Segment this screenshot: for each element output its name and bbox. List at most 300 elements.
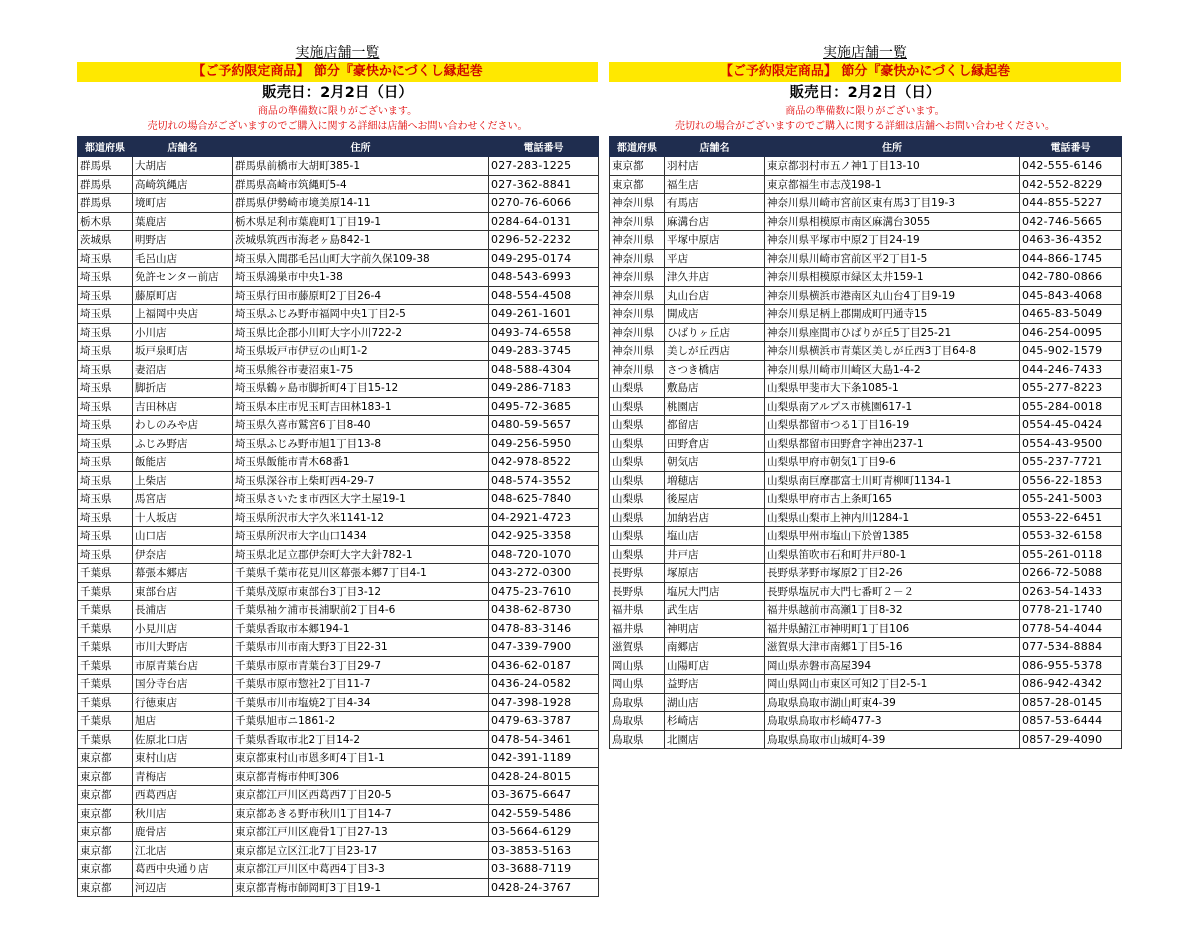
cell-store-name: 市川大野店 xyxy=(133,638,233,657)
cell-store-name: 増穂店 xyxy=(665,471,765,490)
cell-address: 群馬県伊勢崎市境美原14-11 xyxy=(233,194,489,213)
cell-address: 神奈川県横浜市青葉区美しが丘西3丁目64-8 xyxy=(765,342,1020,361)
cell-prefecture: 千葉県 xyxy=(78,619,133,638)
cell-phone: 048-720-1070 xyxy=(489,545,599,564)
cell-address: 埼玉県飯能市青木68番1 xyxy=(233,453,489,472)
cell-address: 千葉県袖ケ浦市長浦駅前2丁目4-6 xyxy=(233,601,489,620)
store-list-panel-left xyxy=(77,44,598,897)
store-table xyxy=(609,136,1122,749)
cell-prefecture: 山梨県 xyxy=(610,397,665,416)
cell-phone: 049-286-7183 xyxy=(489,379,599,398)
cell-store-name: 湖山店 xyxy=(665,693,765,712)
cell-prefecture: 神奈川県 xyxy=(610,323,665,342)
table-row xyxy=(78,638,599,657)
cell-store-name: 後屋店 xyxy=(665,490,765,509)
cell-store-name: 南郷店 xyxy=(665,638,765,657)
cell-phone: 055-277-8223 xyxy=(1020,379,1122,398)
table-row xyxy=(78,268,599,287)
cell-address: 埼玉県本庄市児玉町吉田林183-1 xyxy=(233,397,489,416)
cell-store-name: 飯能店 xyxy=(133,453,233,472)
cell-store-name: 塩尻大門店 xyxy=(665,582,765,601)
cell-store-name: 小見川店 xyxy=(133,619,233,638)
cell-store-name: 都留店 xyxy=(665,416,765,435)
cell-address: 鳥取県鳥取市湖山町東4-39 xyxy=(765,693,1020,712)
cell-address: 埼玉県所沢市大字山口1434 xyxy=(233,527,489,546)
table-row xyxy=(78,693,599,712)
cell-address: 山梨県甲府市古上条町165 xyxy=(765,490,1020,509)
sale-date: 販売日：2月2日（日） xyxy=(789,85,941,101)
store-table-body xyxy=(78,157,599,897)
col-header-store: 店舗名 xyxy=(133,137,233,157)
cell-address: 群馬県高崎市筑縄町5-4 xyxy=(233,175,489,194)
cell-address: 千葉県香取市本郷194-1 xyxy=(233,619,489,638)
cell-prefecture: 埼玉県 xyxy=(78,268,133,287)
page-title: 実施店舗一覧 xyxy=(823,45,907,61)
cell-store-name: 河辺店 xyxy=(133,878,233,897)
cell-address: 鳥取県鳥取市山城町4-39 xyxy=(765,730,1020,749)
cell-address: 山梨県甲府市朝気1丁目9-6 xyxy=(765,453,1020,472)
cell-prefecture: 岡山県 xyxy=(610,656,665,675)
cell-address: 千葉県市川市南大野3丁目22-31 xyxy=(233,638,489,657)
cell-store-name: 津久井店 xyxy=(665,268,765,287)
table-row xyxy=(78,675,599,694)
notice-line-2: 売切れの場合がございますのでご購入に関する詳細は店舗へお問い合わせください。 xyxy=(147,121,528,132)
cell-prefecture: 埼玉県 xyxy=(78,305,133,324)
cell-address: 埼玉県さいたま市西区大字土屋19-1 xyxy=(233,490,489,509)
cell-phone: 0436-24-0582 xyxy=(489,675,599,694)
cell-prefecture: 神奈川県 xyxy=(610,305,665,324)
table-row xyxy=(78,323,599,342)
cell-phone: 0296-52-2232 xyxy=(489,231,599,250)
cell-store-name: 美しが丘西店 xyxy=(665,342,765,361)
cell-prefecture: 東京都 xyxy=(78,878,133,897)
cell-store-name: 杉崎店 xyxy=(665,712,765,731)
cell-address: 千葉県市原市青葉台3丁目29-7 xyxy=(233,656,489,675)
cell-store-name: 国分寺台店 xyxy=(133,675,233,694)
cell-store-name: 行徳東店 xyxy=(133,693,233,712)
product-banner xyxy=(609,62,1121,82)
cell-prefecture: 東京都 xyxy=(610,175,665,194)
table-row xyxy=(610,157,1122,176)
table-row xyxy=(78,434,599,453)
cell-phone: 03-3688-7119 xyxy=(489,860,599,879)
page-title: 実施店舗一覧 xyxy=(295,45,380,61)
cell-phone: 0556-22-1853 xyxy=(1020,471,1122,490)
table-row xyxy=(610,268,1122,287)
table-row xyxy=(78,656,599,675)
cell-prefecture: 埼玉県 xyxy=(78,453,133,472)
table-row xyxy=(610,638,1122,657)
table-row xyxy=(610,175,1122,194)
cell-address: 東京都青梅市師岡町3丁目19-1 xyxy=(233,878,489,897)
cell-prefecture: 神奈川県 xyxy=(610,268,665,287)
cell-store-name: 有馬店 xyxy=(665,194,765,213)
table-row xyxy=(78,823,599,842)
cell-store-name: 加納岩店 xyxy=(665,508,765,527)
cell-store-name: 上柴店 xyxy=(133,471,233,490)
cell-prefecture: 群馬県 xyxy=(78,194,133,213)
cell-phone: 047-339-7900 xyxy=(489,638,599,657)
table-row xyxy=(610,379,1122,398)
cell-address: 山梨県南アルプス市桃園617-1 xyxy=(765,397,1020,416)
table-row xyxy=(610,730,1122,749)
cell-address: 山梨県甲斐市大下条1085-1 xyxy=(765,379,1020,398)
cell-phone: 03-3853-5163 xyxy=(489,841,599,860)
cell-address: 埼玉県ふじみ野市福岡中央1丁目2-5 xyxy=(233,305,489,324)
cell-store-name: 市原青葉台店 xyxy=(133,656,233,675)
table-row xyxy=(610,194,1122,213)
cell-address: 東京都福生市志茂198-1 xyxy=(765,175,1020,194)
cell-prefecture: 滋賀県 xyxy=(610,638,665,657)
cell-store-name: 上福岡中央店 xyxy=(133,305,233,324)
cell-phone: 0438-62-8730 xyxy=(489,601,599,620)
cell-store-name: 藤原町店 xyxy=(133,286,233,305)
cell-prefecture: 東京都 xyxy=(78,841,133,860)
table-row xyxy=(78,545,599,564)
table-row xyxy=(610,693,1122,712)
cell-address: 埼玉県所沢市大字久米1141-12 xyxy=(233,508,489,527)
banner-product: 節分『豪快かにづくし縁起巻 xyxy=(313,64,483,79)
cell-prefecture: 埼玉県 xyxy=(78,397,133,416)
cell-store-name: 免許センター前店 xyxy=(133,268,233,287)
cell-phone: 045-843-4068 xyxy=(1020,286,1122,305)
cell-phone: 0478-54-3461 xyxy=(489,730,599,749)
cell-phone: 055-237-7721 xyxy=(1020,453,1122,472)
table-row xyxy=(78,416,599,435)
cell-prefecture: 千葉県 xyxy=(78,712,133,731)
cell-store-name: 益野店 xyxy=(665,675,765,694)
cell-store-name: 北園店 xyxy=(665,730,765,749)
cell-address: 埼玉県入間郡毛呂山町大字前久保109-38 xyxy=(233,249,489,268)
cell-phone: 047-398-1928 xyxy=(489,693,599,712)
cell-phone: 042-746-5665 xyxy=(1020,212,1122,231)
cell-address: 山梨県甲州市塩山下於曽1385 xyxy=(765,527,1020,546)
table-row xyxy=(610,601,1122,620)
table-row xyxy=(78,527,599,546)
cell-phone: 0478-83-3146 xyxy=(489,619,599,638)
cell-prefecture: 神奈川県 xyxy=(610,286,665,305)
cell-store-name: 山陽町店 xyxy=(665,656,765,675)
cell-phone: 046-254-0095 xyxy=(1020,323,1122,342)
cell-store-name: 坂戸泉町店 xyxy=(133,342,233,361)
cell-prefecture: 神奈川県 xyxy=(610,212,665,231)
cell-store-name: 朝気店 xyxy=(665,453,765,472)
cell-phone: 027-283-1225 xyxy=(489,157,599,176)
cell-phone: 055-261-0118 xyxy=(1020,545,1122,564)
cell-prefecture: 栃木県 xyxy=(78,212,133,231)
table-row xyxy=(78,860,599,879)
table-row xyxy=(78,490,599,509)
cell-store-name: 塩山店 xyxy=(665,527,765,546)
cell-phone: 0270-76-6066 xyxy=(489,194,599,213)
cell-phone: 048-588-4304 xyxy=(489,360,599,379)
cell-prefecture: 埼玉県 xyxy=(78,286,133,305)
table-row xyxy=(610,305,1122,324)
cell-address: 神奈川県平塚市中原2丁目24-19 xyxy=(765,231,1020,250)
table-row xyxy=(78,305,599,324)
cell-prefecture: 埼玉県 xyxy=(78,545,133,564)
cell-address: 埼玉県比企郡小川町大字小川722-2 xyxy=(233,323,489,342)
table-row xyxy=(610,582,1122,601)
cell-store-name: 葉鹿店 xyxy=(133,212,233,231)
cell-phone: 044-855-5227 xyxy=(1020,194,1122,213)
cell-phone: 048-543-6993 xyxy=(489,268,599,287)
cell-address: 埼玉県鴻巣市中央1-38 xyxy=(233,268,489,287)
cell-phone: 048-574-3552 xyxy=(489,471,599,490)
cell-address: 山梨県南巨摩郡富士川町青柳町1134-1 xyxy=(765,471,1020,490)
cell-address: 埼玉県北足立郡伊奈町大字大針782-1 xyxy=(233,545,489,564)
cell-phone: 042-391-1189 xyxy=(489,749,599,768)
cell-phone: 0778-21-1740 xyxy=(1020,601,1122,620)
cell-phone: 0493-74-6558 xyxy=(489,323,599,342)
table-row xyxy=(610,360,1122,379)
cell-prefecture: 山梨県 xyxy=(610,379,665,398)
cell-store-name: 脚折店 xyxy=(133,379,233,398)
table-row xyxy=(78,286,599,305)
cell-prefecture: 千葉県 xyxy=(78,675,133,694)
cell-address: 群馬県前橋市大胡町385-1 xyxy=(233,157,489,176)
cell-address: 千葉県旭市ニ1861-2 xyxy=(233,712,489,731)
cell-phone: 049-256-5950 xyxy=(489,434,599,453)
store-table xyxy=(77,136,599,897)
cell-address: 千葉県茂原市東部台3丁目3-12 xyxy=(233,582,489,601)
cell-address: 神奈川県座間市ひばりが丘5丁目25-21 xyxy=(765,323,1020,342)
cell-address: 山梨県山梨市上神内川1284-1 xyxy=(765,508,1020,527)
cell-prefecture: 千葉県 xyxy=(78,564,133,583)
cell-store-name: 長浦店 xyxy=(133,601,233,620)
table-row xyxy=(610,675,1122,694)
cell-address: 千葉県市川市塩焼2丁目4-34 xyxy=(233,693,489,712)
sale-date: 販売日：2月2日（日） xyxy=(262,85,413,101)
cell-prefecture: 埼玉県 xyxy=(78,360,133,379)
cell-prefecture: 東京都 xyxy=(78,786,133,805)
cell-prefecture: 東京都 xyxy=(78,804,133,823)
cell-prefecture: 山梨県 xyxy=(610,527,665,546)
cell-phone: 0465-83-5049 xyxy=(1020,305,1122,324)
cell-phone: 0857-29-4090 xyxy=(1020,730,1122,749)
banner-prefix: 【ご予約限定商品】 xyxy=(192,64,310,79)
cell-prefecture: 福井県 xyxy=(610,601,665,620)
cell-store-name: 山口店 xyxy=(133,527,233,546)
cell-prefecture: 埼玉県 xyxy=(78,342,133,361)
cell-phone: 042-552-8229 xyxy=(1020,175,1122,194)
cell-prefecture: 埼玉県 xyxy=(78,323,133,342)
cell-store-name: 麻溝台店 xyxy=(665,212,765,231)
cell-store-name: 武生店 xyxy=(665,601,765,620)
cell-store-name: 馬宮店 xyxy=(133,490,233,509)
product-banner xyxy=(77,62,598,82)
cell-store-name: 西葛西店 xyxy=(133,786,233,805)
cell-phone: 048-554-4508 xyxy=(489,286,599,305)
cell-address: 東京都足立区江北7丁目23-17 xyxy=(233,841,489,860)
cell-store-name: 塚原店 xyxy=(665,564,765,583)
table-row xyxy=(78,471,599,490)
cell-prefecture: 埼玉県 xyxy=(78,434,133,453)
store-table-body xyxy=(610,157,1122,749)
cell-address: 神奈川県川崎市川崎区大島1-4-2 xyxy=(765,360,1020,379)
cell-phone: 086-942-4342 xyxy=(1020,675,1122,694)
cell-phone: 042-559-5486 xyxy=(489,804,599,823)
cell-prefecture: 埼玉県 xyxy=(78,379,133,398)
table-row xyxy=(610,212,1122,231)
cell-prefecture: 東京都 xyxy=(78,860,133,879)
cell-address: 埼玉県久喜市鷲宮6丁目8-40 xyxy=(233,416,489,435)
cell-prefecture: 埼玉県 xyxy=(78,508,133,527)
cell-store-name: 青梅店 xyxy=(133,767,233,786)
cell-prefecture: 神奈川県 xyxy=(610,249,665,268)
cell-prefecture: 山梨県 xyxy=(610,545,665,564)
cell-prefecture: 鳥取県 xyxy=(610,712,665,731)
cell-address: 東京都青梅市仲町306 xyxy=(233,767,489,786)
cell-store-name: 葛西中央通り店 xyxy=(133,860,233,879)
banner-prefix: 【ご予約限定商品】 xyxy=(719,64,837,79)
cell-address: 千葉県市原市惣社2丁目11-7 xyxy=(233,675,489,694)
cell-phone: 049-283-3745 xyxy=(489,342,599,361)
cell-phone: 0475-23-7610 xyxy=(489,582,599,601)
table-row xyxy=(78,767,599,786)
cell-store-name: 桃園店 xyxy=(665,397,765,416)
cell-phone: 044-246-7433 xyxy=(1020,360,1122,379)
cell-phone: 045-902-1579 xyxy=(1020,342,1122,361)
table-row xyxy=(610,416,1122,435)
cell-prefecture: 山梨県 xyxy=(610,471,665,490)
cell-store-name: 江北店 xyxy=(133,841,233,860)
col-header-phone: 電話番号 xyxy=(1020,137,1122,157)
cell-prefecture: 山梨県 xyxy=(610,453,665,472)
table-row xyxy=(610,342,1122,361)
cell-prefecture: 千葉県 xyxy=(78,638,133,657)
table-row xyxy=(78,582,599,601)
cell-address: 岡山県赤磐市高屋394 xyxy=(765,656,1020,675)
cell-store-name: 旭店 xyxy=(133,712,233,731)
cell-store-name: 幕張本郷店 xyxy=(133,564,233,583)
cell-prefecture: 東京都 xyxy=(610,157,665,176)
table-row xyxy=(610,656,1122,675)
cell-store-name: さつき橋店 xyxy=(665,360,765,379)
cell-store-name: 神明店 xyxy=(665,619,765,638)
cell-store-name: 平店 xyxy=(665,249,765,268)
store-list-panel-right xyxy=(609,44,1121,749)
cell-address: 埼玉県鶴ヶ島市脚折町4丁目15-12 xyxy=(233,379,489,398)
cell-address: 東京都江戸川区鹿骨1丁目27-13 xyxy=(233,823,489,842)
cell-store-name: 東村山店 xyxy=(133,749,233,768)
table-row xyxy=(78,564,599,583)
cell-address: 神奈川県川崎市宮前区平2丁目1-5 xyxy=(765,249,1020,268)
cell-phone: 0263-54-1433 xyxy=(1020,582,1122,601)
cell-phone: 04-2921-4723 xyxy=(489,508,599,527)
cell-phone: 048-625-7840 xyxy=(489,490,599,509)
cell-phone: 049-295-0174 xyxy=(489,249,599,268)
cell-prefecture: 鳥取県 xyxy=(610,730,665,749)
cell-store-name: 福生店 xyxy=(665,175,765,194)
table-row xyxy=(78,212,599,231)
cell-address: 栃木県足利市葉鹿町1丁目19-1 xyxy=(233,212,489,231)
cell-phone: 0266-72-5088 xyxy=(1020,564,1122,583)
cell-prefecture: 千葉県 xyxy=(78,582,133,601)
table-row xyxy=(610,619,1122,638)
cell-store-name: 開成店 xyxy=(665,305,765,324)
table-row xyxy=(610,471,1122,490)
cell-address: 埼玉県熊谷市妻沼東1-75 xyxy=(233,360,489,379)
cell-prefecture: 千葉県 xyxy=(78,693,133,712)
cell-prefecture: 福井県 xyxy=(610,619,665,638)
cell-phone: 042-978-8522 xyxy=(489,453,599,472)
col-header-address: 住所 xyxy=(765,137,1020,157)
cell-phone: 0553-22-6451 xyxy=(1020,508,1122,527)
cell-store-name: 羽村店 xyxy=(665,157,765,176)
cell-address: 岡山県岡山市東区可知2丁目2-5-1 xyxy=(765,675,1020,694)
table-row xyxy=(78,397,599,416)
cell-prefecture: 群馬県 xyxy=(78,175,133,194)
table-row xyxy=(78,453,599,472)
table-header-row xyxy=(610,137,1122,157)
cell-store-name: ふじみ野店 xyxy=(133,434,233,453)
cell-phone: 0480-59-5657 xyxy=(489,416,599,435)
cell-phone: 0436-62-0187 xyxy=(489,656,599,675)
cell-prefecture: 鳥取県 xyxy=(610,693,665,712)
cell-address: 埼玉県ふじみ野市旭1丁目13-8 xyxy=(233,434,489,453)
cell-store-name: 小川店 xyxy=(133,323,233,342)
cell-address: 神奈川県相模原市緑区太井159-1 xyxy=(765,268,1020,287)
cell-phone: 0553-32-6158 xyxy=(1020,527,1122,546)
table-header-row xyxy=(78,137,599,157)
cell-prefecture: 埼玉県 xyxy=(78,490,133,509)
cell-phone: 0495-72-3685 xyxy=(489,397,599,416)
cell-phone: 044-866-1745 xyxy=(1020,249,1122,268)
cell-prefecture: 東京都 xyxy=(78,749,133,768)
cell-prefecture: 東京都 xyxy=(78,767,133,786)
cell-address: 神奈川県川崎市宮前区東有馬3丁目19-3 xyxy=(765,194,1020,213)
cell-store-name: 佐原北口店 xyxy=(133,730,233,749)
cell-phone: 027-362-8841 xyxy=(489,175,599,194)
cell-phone: 0463-36-4352 xyxy=(1020,231,1122,250)
cell-phone: 086-955-5378 xyxy=(1020,656,1122,675)
cell-store-name: ひばりヶ丘店 xyxy=(665,323,765,342)
cell-address: 千葉県千葉市花見川区幕張本郷7丁目4-1 xyxy=(233,564,489,583)
col-header-phone: 電話番号 xyxy=(489,137,599,157)
table-row xyxy=(610,231,1122,250)
notice-line-1: 商品の準備数に限りがございます。 xyxy=(257,106,418,117)
cell-store-name: 敷島店 xyxy=(665,379,765,398)
cell-prefecture: 埼玉県 xyxy=(78,471,133,490)
cell-address: 福井県鯖江市神明町1丁目106 xyxy=(765,619,1020,638)
table-row xyxy=(610,249,1122,268)
cell-address: 山梨県都留市田野倉字神出237-1 xyxy=(765,434,1020,453)
cell-phone: 0479-63-3787 xyxy=(489,712,599,731)
cell-address: 埼玉県坂戸市伊豆の山町1-2 xyxy=(233,342,489,361)
cell-address: 長野県塩尻市大門七番町２－２ xyxy=(765,582,1020,601)
table-row xyxy=(610,545,1122,564)
cell-phone: 042-555-6146 xyxy=(1020,157,1122,176)
cell-prefecture: 千葉県 xyxy=(78,656,133,675)
cell-store-name: 伊奈店 xyxy=(133,545,233,564)
cell-address: 東京都羽村市五ノ神1丁目13-10 xyxy=(765,157,1020,176)
cell-store-name: 毛呂山店 xyxy=(133,249,233,268)
cell-address: 埼玉県深谷市上柴町西4-29-7 xyxy=(233,471,489,490)
table-row xyxy=(78,730,599,749)
cell-prefecture: 埼玉県 xyxy=(78,527,133,546)
cell-address: 山梨県都留市つる1丁目16-19 xyxy=(765,416,1020,435)
notice-line-2: 売切れの場合がございますのでご購入に関する詳細は店舗へお問い合わせください。 xyxy=(675,121,1055,132)
cell-phone: 0554-43-9500 xyxy=(1020,434,1122,453)
col-header-store: 店舗名 xyxy=(665,137,765,157)
cell-prefecture: 岡山県 xyxy=(610,675,665,694)
table-row xyxy=(610,323,1122,342)
cell-store-name: 丸山台店 xyxy=(665,286,765,305)
cell-address: 埼玉県行田市藤原町2丁目26-4 xyxy=(233,286,489,305)
table-row xyxy=(610,434,1122,453)
cell-prefecture: 山梨県 xyxy=(610,490,665,509)
